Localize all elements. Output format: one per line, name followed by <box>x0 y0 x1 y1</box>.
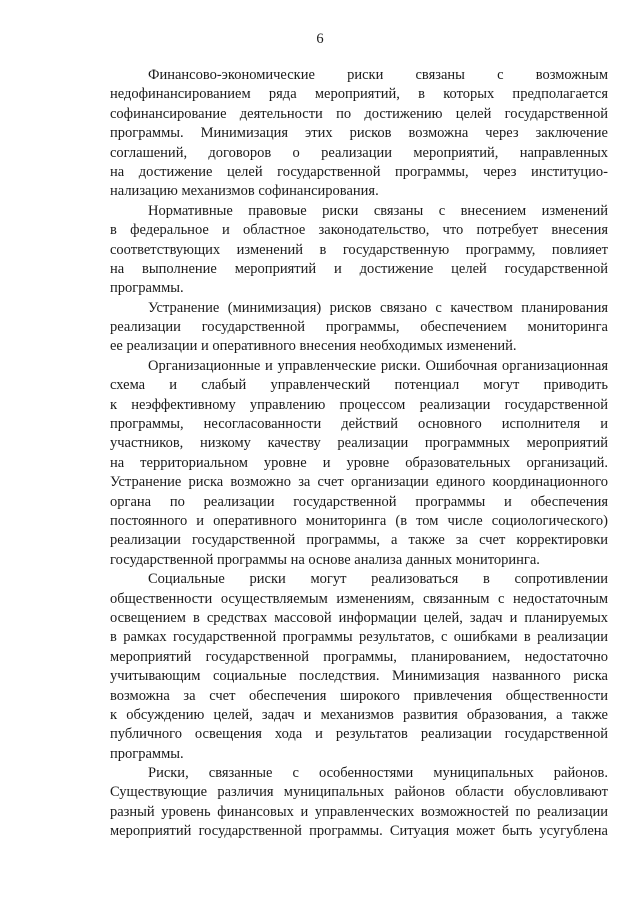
text-line: в федеральное и областное законодательство, что потребует внесения <box>110 222 608 239</box>
text-line: мероприятий государственной программы. Ситуация может быть усугублена <box>110 823 608 840</box>
text-line: Существующие различия муниципальных районов области обусловливают <box>110 784 608 801</box>
text-line: соответствующих изменений в государственную программу, повлияет <box>110 241 608 258</box>
text-line: Финансово-экономические риски связаны с возможным <box>148 67 608 83</box>
paragraph <box>110 66 608 202</box>
paragraph <box>110 764 608 842</box>
text-line: Устранение (минимизация) рисков связано с качеством планирования <box>148 299 608 316</box>
text-line: реализации государственной программы, обеспечением мониторинга <box>110 319 608 336</box>
text-line: освещением в средствах массовой информации целей, задач и планируемых <box>110 609 608 626</box>
paragraph <box>110 357 608 570</box>
text-line: в рамках государственной программы результатов, с ошибками в реализации <box>110 629 608 646</box>
paragraph <box>110 299 608 357</box>
text-line: реализации государственной программы, а также за счет корректировки <box>110 532 608 549</box>
text-line: органа по реализации государственной программы и обеспечения <box>110 493 608 510</box>
text-line: ее реализации и оперативного внесения необходимых изменений. <box>110 338 517 355</box>
text-line: Устранение риска возможно за счет организации единого координационного <box>110 474 608 491</box>
text-line: общественности осуществляемым изменениям, связанным с недостаточным <box>110 590 608 607</box>
text-line: Нормативные правовые риски связаны с внесением изменений <box>148 202 608 219</box>
text-line: на территориальном уровне и уровне образовательных организаций. <box>110 454 608 471</box>
text-line: программы, несогласованности действий основного исполнителя и <box>110 416 608 433</box>
text-line: софинансирование деятельности по достижению целей государственной <box>110 105 608 122</box>
text-line: Организационные и управленческие риски. Ошибочная организационная <box>148 357 608 374</box>
text-line: недофинансированием ряда мероприятий, в которых предполагается <box>110 86 608 103</box>
text-line: на выполнение мероприятий и достижение целей государственной <box>110 260 608 277</box>
page-number: 6 <box>316 31 324 47</box>
text-line: программы. <box>110 745 184 762</box>
text-line: программы. Минимизация этих рисков возможна через заключение <box>110 125 608 142</box>
text-line: Риски, связанные с особенностями муниципальных районов. <box>148 765 608 782</box>
text-line: мероприятий государственной программы, планированием, недостаточно <box>110 648 608 665</box>
text-line: на достижение целей государственной программы, через институцио- <box>110 163 608 180</box>
text-line: программы. <box>110 280 184 297</box>
text-line: возможна за счет обеспечения широкого привлечения общественности <box>110 687 608 704</box>
text-line: публичного освещения хода и результатов реализации государственной <box>110 726 608 743</box>
text-line: постоянного и оперативного мониторинга (в том числе социологического) <box>110 512 608 529</box>
text-line: участников, низкому качеству реализации программных мероприятий <box>110 435 608 452</box>
text-line: учитывающим социальные последствия. Минимизация названного риска <box>110 668 608 685</box>
text-line: разный уровень финансовых и управленческих возможностей по реализации <box>110 803 608 820</box>
text-line: нализацию механизмов софинансирования. <box>110 183 379 200</box>
paragraph <box>110 202 608 299</box>
text-line: к обсуждению целей, задач и механизмов развития образования, а также <box>110 706 608 723</box>
text-line: государственной программы на основе анализа данных мониторинга. <box>110 551 540 568</box>
text-line: к неэффективному управлению процессом реализации государственной <box>110 396 608 413</box>
text-line: Социальные риски могут реализоваться в сопротивлении <box>148 571 608 588</box>
text-line: соглашений, договоров о реализации мероприятий, направленных <box>110 144 608 161</box>
document-body <box>110 66 608 842</box>
paragraph <box>110 570 608 764</box>
text-line: схема и слабый управленческий потенциал могут приводить <box>110 377 608 394</box>
